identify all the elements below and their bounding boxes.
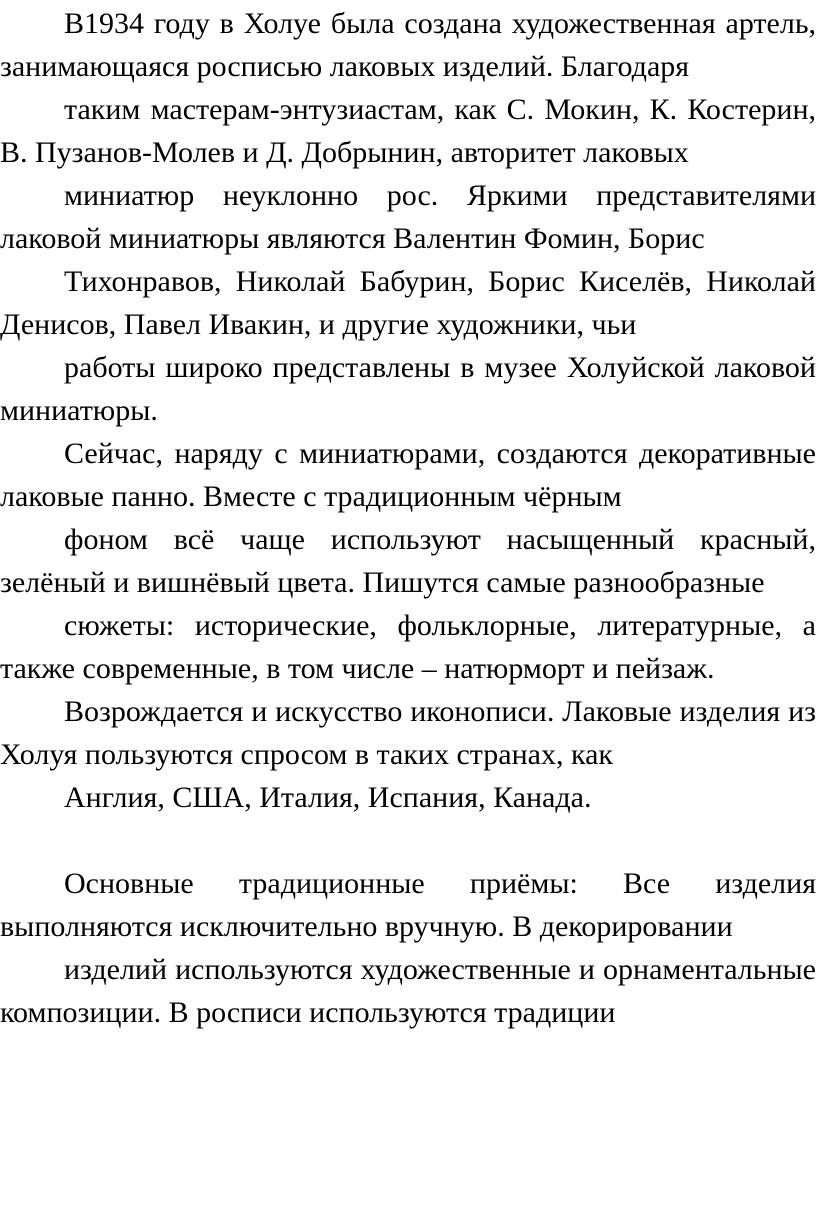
paragraph: В1934 году в Холуе была создана художественная артель, занимающаяся росписью лаковых изделий. Благодаря xyxy=(0,7,816,83)
paragraph: Сейчас, наряду с миниатюрами, создаются декоративные лаковые панно. Вместе с традиционным чёрным xyxy=(0,437,816,513)
paragraph: Возрождается и искусство иконописи. Лаковые изделия из Холуя пользуются спросом в таких странах, как xyxy=(0,695,816,771)
paragraph: изделий используются художественные и орнаментальные композиции. В росписи используются традиции xyxy=(0,953,816,1029)
paragraph: сюжеты: исторические, фольклорные, литературные, а также современные, в том числе – натюрморт и пейзаж. xyxy=(0,609,816,685)
paragraph: миниатюр неуклонно рос. Яркими представителями лаковой миниатюры являются Валентин Фомин, Борис xyxy=(0,179,816,255)
paragraph: Англия, США, Италия, Испания, Канада. xyxy=(64,781,592,814)
paragraph: Основные традиционные приёмы: Все изделия выполняются исключительно вручную. В декорировании xyxy=(0,867,816,943)
blank-line xyxy=(0,819,816,862)
paragraph: работы широко представлены в музее Холуйской лаковой миниатюры. xyxy=(0,351,816,427)
paragraph: фоном всё чаще используют насыщенный красный, зелёный и вишнёвый цвета. Пишутся самые разнообразные xyxy=(0,523,816,599)
paragraph: Тихонравов, Николай Бабурин, Борис Киселёв, Николай Денисов, Павел Ивакин, и другие художники, чьи xyxy=(0,265,816,341)
paragraph: таким мастерам-энтузиастам, как С. Мокин, К. Костерин, В. Пузанов-Молев и Д. Добрынин, авторитет лаковых xyxy=(0,93,816,169)
